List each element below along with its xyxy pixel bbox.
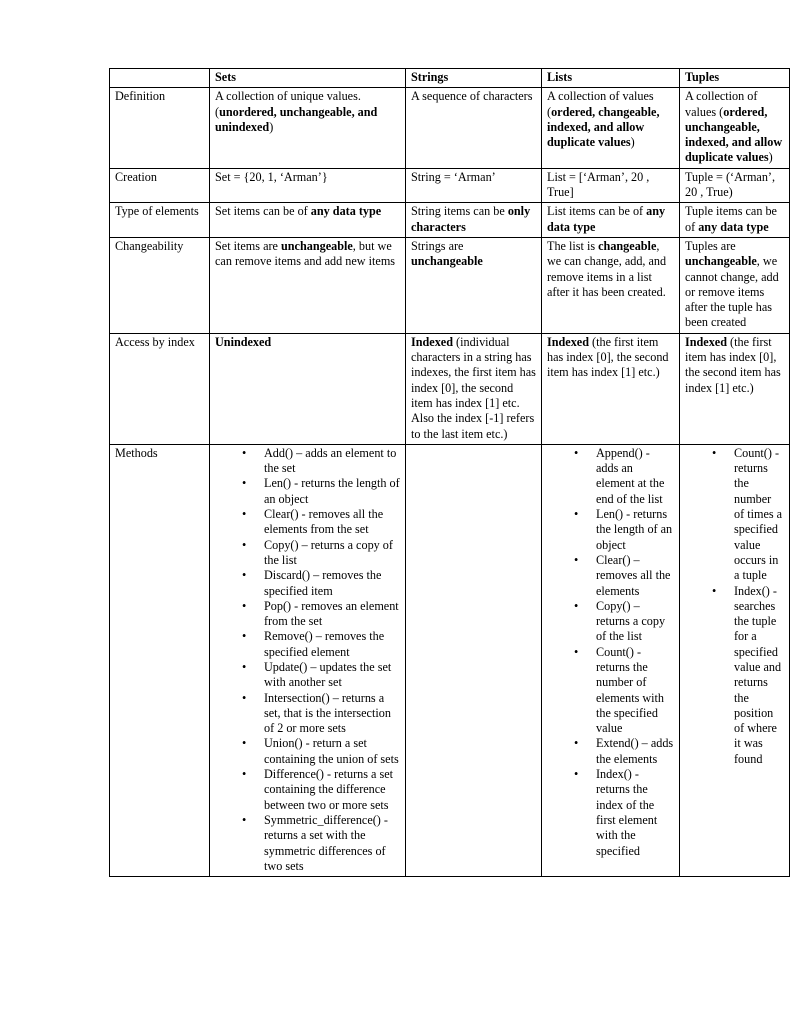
sets-methods-list xyxy=(215,446,400,874)
list-item: • Append() - adds an element at the end of the list xyxy=(596,446,674,507)
cell-creation-lists: List = [‘Arman’, 20 , True] xyxy=(542,168,680,203)
row-access-by-index xyxy=(110,333,790,444)
list-item: • Difference() - returns a set containing the difference between two or more sets xyxy=(264,767,400,813)
cell-definition-tuples: A collection of values (ordered, unchangeable, indexed, and allow duplicate values) xyxy=(680,88,790,168)
row-label-definition: Definition xyxy=(110,88,210,168)
list-item: • Copy() – returns a copy of the list xyxy=(596,599,674,645)
header-tuples: Tuples xyxy=(680,69,790,88)
list-item: • Count() - returns the number of elements with the specified value xyxy=(596,645,674,737)
cell-change-tuples: Tuples are unchangeable, we cannot change, add or remove items after the tuple has been created xyxy=(680,237,790,333)
row-changeability xyxy=(110,237,790,333)
row-label-creation: Creation xyxy=(110,168,210,203)
cell-methods-strings xyxy=(406,444,542,876)
cell-access-tuples: Indexed (the first item has index [0], the second item has index [1] etc.) xyxy=(680,333,790,444)
list-item: • Count() - returns the number of times a specified value occurs in a tuple xyxy=(734,446,784,584)
row-type-of-elements xyxy=(110,203,790,238)
cell-methods-lists xyxy=(542,444,680,876)
list-item: • Len() - returns the length of an object xyxy=(596,507,674,553)
header-row xyxy=(110,69,790,88)
list-item: • Clear() - removes all the elements from the set xyxy=(264,507,400,538)
cell-definition-sets: A collection of unique values. (unordered, unchangeable, and unindexed) xyxy=(210,88,406,168)
cell-access-lists: Indexed (the first item has index [0], the second item has index [1] etc.) xyxy=(542,333,680,444)
tuples-methods-list xyxy=(685,446,784,767)
header-lists: Lists xyxy=(542,69,680,88)
cell-definition-lists: A collection of values (ordered, changeable, indexed, and allow duplicate values) xyxy=(542,88,680,168)
list-item: • Discard() – removes the specified item xyxy=(264,568,400,599)
header-blank xyxy=(110,69,210,88)
header-strings: Strings xyxy=(406,69,542,88)
list-item: • Intersection() – returns a set, that is the intersection of 2 or more sets xyxy=(264,691,400,737)
cell-methods-sets xyxy=(210,444,406,876)
list-item: • Clear() – removes all the elements xyxy=(596,553,674,599)
cell-methods-tuples xyxy=(680,444,790,876)
list-item: • Union() - return a set containing the union of sets xyxy=(264,736,400,767)
cell-type-strings: String items can be only characters xyxy=(406,203,542,238)
comparison-table xyxy=(109,68,790,877)
cell-type-lists: List items can be of any data type xyxy=(542,203,680,238)
list-item: • Pop() - removes an element from the set xyxy=(264,599,400,630)
cell-change-sets: Set items are unchangeable, but we can remove items and add new items xyxy=(210,237,406,333)
row-label-access: Access by index xyxy=(110,333,210,444)
row-label-type-of-elements: Type of elements xyxy=(110,203,210,238)
cell-creation-tuples: Tuple = (‘Arman’, 20 , True) xyxy=(680,168,790,203)
row-methods xyxy=(110,444,790,876)
list-item: • Copy() – returns a copy of the list xyxy=(264,538,400,569)
cell-type-tuples: Tuple items can be of any data type xyxy=(680,203,790,238)
lists-methods-list xyxy=(547,446,674,859)
cell-change-strings: Strings are unchangeable xyxy=(406,237,542,333)
cell-creation-strings: String = ‘Arman’ xyxy=(406,168,542,203)
list-item: • Remove() – removes the specified element xyxy=(264,629,400,660)
cell-creation-sets: Set = {20, 1, ‘Arman’} xyxy=(210,168,406,203)
cell-type-sets: Set items can be of any data type xyxy=(210,203,406,238)
cell-access-strings: Indexed (individual characters in a string has indexes, the first item has index [0], the second item has index [1] etc. Also the index [-1] refers to the last item etc.) xyxy=(406,333,542,444)
row-creation xyxy=(110,168,790,203)
list-item: • Index() - returns the index of the first element with the specified xyxy=(596,767,674,859)
list-item: • Symmetric_difference() - returns a set with the symmetric differences of two sets xyxy=(264,813,400,874)
row-label-changeability: Changeability xyxy=(110,237,210,333)
list-item: • Update() – updates the set with another set xyxy=(264,660,400,691)
row-label-methods: Methods xyxy=(110,444,210,876)
list-item: • Add() – adds an element to the set xyxy=(264,446,400,477)
cell-change-lists: The list is changeable, we can change, add, and remove items in a list after it has been created. xyxy=(542,237,680,333)
list-item: • Extend() – adds the elements xyxy=(596,736,674,767)
cell-access-sets: Unindexed xyxy=(210,333,406,444)
cell-definition-strings: A sequence of characters xyxy=(406,88,542,168)
header-sets: Sets xyxy=(210,69,406,88)
list-item: • Len() - returns the length of an object xyxy=(264,476,400,507)
row-definition xyxy=(110,88,790,168)
list-item: • Index() - searches the tuple for a specified value and returns the position of where it was found xyxy=(734,584,784,768)
